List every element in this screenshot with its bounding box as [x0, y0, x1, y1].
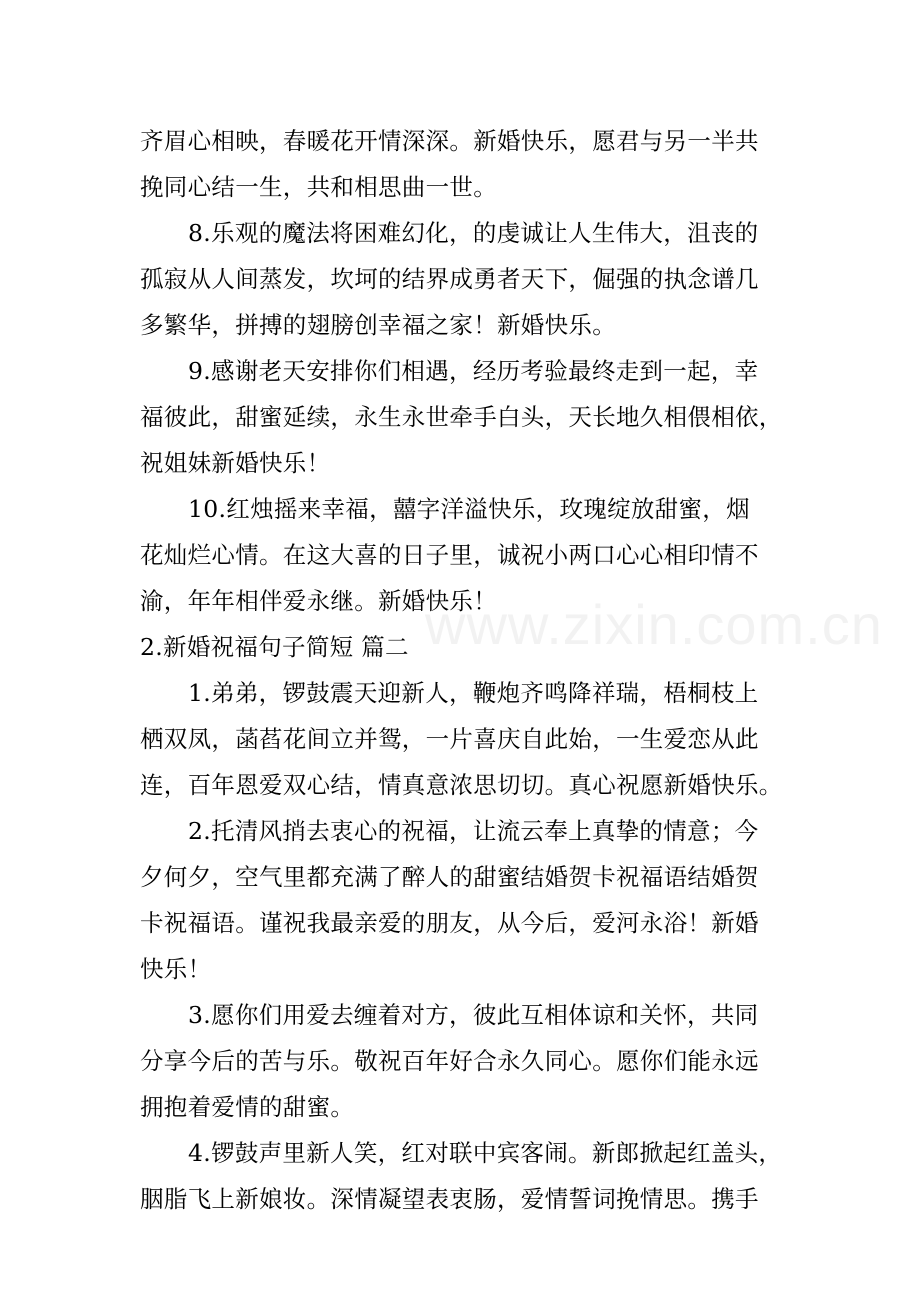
text-line: 连，百年恩爱双心结，情真意浓思切切。真心祝愿新婚快乐。 [140, 771, 783, 799]
text-line: 渝，年年相伴爱永继。新婚快乐！ [140, 587, 497, 615]
text-line: 10.红烛摇来幸福，囍字洋溢快乐，玫瑰绽放甜蜜，烟 [188, 495, 750, 523]
text-line: 胭脂飞上新娘妆。深情凝望表衷肠，爱情誓词挽情思。携手 [140, 1185, 759, 1213]
text-line: 2.托清风捎去衷心的祝福，让流云奉上真挚的情意；今 [188, 817, 759, 845]
text-line: 孤寂从人间蒸发，坎坷的结界成勇者天下，倔强的执念谱几 [140, 265, 759, 293]
text-line: 9.感谢老天安排你们相遇，经历考验最终走到一起，幸 [188, 357, 759, 385]
wish-item-1 [140, 670, 785, 808]
wish-item-4 [140, 1130, 785, 1222]
wish-item-8 [140, 210, 785, 348]
wish-item-2 [140, 808, 785, 992]
text-line: 多繁华，拼搏的翅膀创幸福之家！新婚快乐。 [140, 311, 616, 339]
text-line: 夕何夕，空气里都充满了醉人的甜蜜结婚贺卡祝福语结婚贺 [140, 863, 759, 891]
text-line: 8.乐观的魔法将困难幻化，的虔诚让人生伟大，沮丧的 [188, 219, 759, 247]
text-line: 祝姐妹新婚快乐！ [140, 449, 331, 477]
text-line: 快乐！ [140, 955, 212, 983]
paragraph-continuation [140, 118, 785, 210]
section-heading: 2.新婚祝福句子简短 篇二 [140, 633, 409, 661]
text-line: 分享今后的苦与乐。敬祝百年好合永久同心。愿你们能永远 [140, 1047, 759, 1075]
wish-item-10 [140, 486, 785, 624]
text-line: 4.锣鼓声里新人笑，红对联中宾客闹。新郎掀起红盖头， [188, 1139, 783, 1167]
text-line: 齐眉心相映，春暖花开情深深。新婚快乐，愿君与另一半共 [140, 127, 759, 155]
text-line: 拥抱着爱情的甜蜜。 [140, 1093, 355, 1121]
text-line: 3.愿你们用爱去缠着对方，彼此互相体谅和关怀，共同 [188, 1001, 759, 1029]
text-line: 花灿烂心情。在这大喜的日子里，诚祝小两口心心相印情不 [140, 541, 759, 569]
document-body [140, 118, 785, 1222]
text-line: 挽同心结一生，共和相思曲一世。 [140, 173, 497, 201]
text-line: 1.弟弟，锣鼓震天迎新人，鞭炮齐鸣降祥瑞，梧桐枝上 [188, 679, 759, 707]
text-line: 福彼此，甜蜜延续，永生永世牵手白头，天长地久相偎相依， [140, 403, 783, 431]
wish-item-9 [140, 348, 785, 486]
wish-item-3 [140, 992, 785, 1130]
text-line: 栖双凤，菡萏花间立并鸳，一片喜庆自此始，一生爱恋从此 [140, 725, 759, 753]
watermark-text: www.zixin.com.cn [425, 593, 883, 656]
text-line: 卡祝福语。谨祝我最亲爱的朋友，从今后，爱河永浴！新婚 [140, 909, 759, 937]
